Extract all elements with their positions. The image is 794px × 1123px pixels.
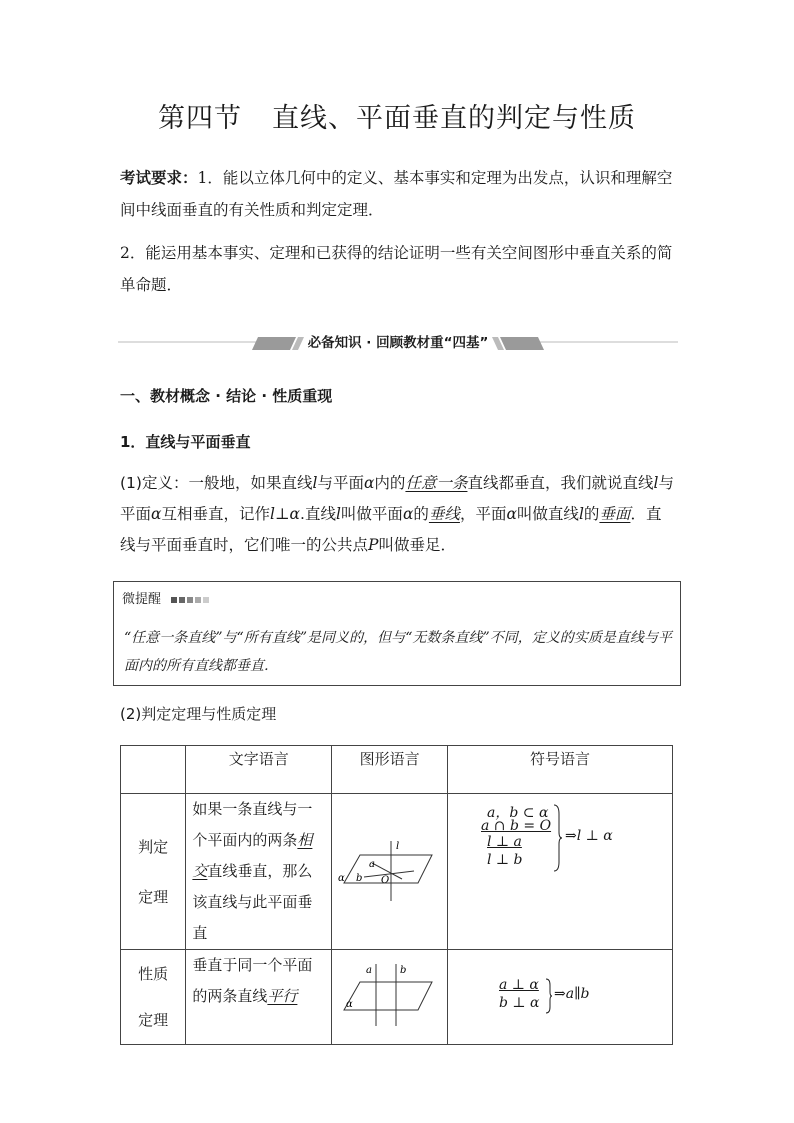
brace-icon — [553, 804, 563, 872]
symbol-line: l ⊥ b — [487, 852, 523, 868]
cell-text: 直线垂直，那么该直线与此平面垂直 — [192, 862, 313, 942]
fig-label-l: l — [395, 840, 399, 852]
fig-label-a: a — [365, 965, 372, 976]
symbol-line: a，b ⊂ α — [487, 805, 549, 821]
requirement-item-2: 2．能运用基本事实、定理和已获得的结论证明一些有关空间图形中垂直关系的简单命题． — [120, 244, 673, 294]
section-banner — [118, 328, 678, 356]
fig-label-a: a — [368, 858, 375, 870]
underlined-term: 平行 — [267, 987, 298, 1005]
table-header-cell: 文字语言 — [186, 746, 332, 794]
def-text: 叫做平面 — [340, 505, 403, 523]
tip-box — [113, 581, 681, 686]
symbol-line: a ∩ b = O — [481, 818, 552, 834]
underlined-term: 垂面 — [599, 505, 631, 523]
symbol-cell — [448, 950, 673, 1045]
var-P: P — [368, 536, 379, 554]
tip-body: “任意一条直线”与“所有直线”是同义的，但与“无数条直线”不同，定义的实质是直线与平面内的所有直线都垂直． — [124, 630, 672, 674]
tip-square-icon — [195, 597, 201, 603]
def-text: 内的 — [374, 474, 406, 492]
row-label — [121, 950, 186, 1045]
exam-requirements-2 — [120, 237, 676, 301]
def-text: 互相垂直，记作 — [161, 505, 270, 523]
def-text: 叫做直线 — [516, 505, 579, 523]
subsection-heading-2: (2)判定定理与性质定理 — [120, 705, 277, 723]
var-alpha: α — [151, 505, 162, 523]
row-label — [121, 794, 186, 950]
brace-icon — [545, 978, 553, 1014]
requirements-label: 考试要求： — [120, 169, 198, 187]
underlined-term: 垂线 — [428, 505, 460, 523]
underlined-term: 相交 — [192, 831, 313, 880]
var-alpha: α — [363, 474, 375, 492]
var-l: l — [312, 474, 318, 492]
tip-square-icon — [171, 597, 177, 603]
var-alpha: α — [402, 505, 414, 523]
section-number: 第四节 — [158, 103, 242, 134]
subsection-heading-1: 1．直线与平面垂直 — [120, 433, 251, 451]
table-header-cell: 图形语言 — [332, 746, 448, 794]
symbol-line: b ⊥ α — [499, 995, 540, 1011]
symbol-line: a ⊥ α — [499, 977, 539, 993]
perp-notation: l⊥α — [270, 505, 301, 523]
def-text: 与平面 — [317, 474, 364, 492]
def-text: 叫做垂足． — [378, 536, 456, 554]
def-text: 直线都垂直，我们就说直线 — [467, 474, 654, 492]
table-row — [121, 794, 673, 950]
symbol-expression — [499, 977, 649, 1017]
fig-label-alpha: α — [345, 999, 353, 1010]
fig-label-b: b — [355, 872, 362, 884]
figure-cell — [332, 794, 448, 950]
def-text: 的 — [413, 505, 429, 523]
figure-cell — [332, 950, 448, 1045]
row-label-line: 判定 — [138, 837, 169, 856]
def-text: (1)定义：一般地，如果直线 — [120, 474, 313, 492]
definition-paragraph — [120, 468, 676, 561]
exam-requirements-1 — [120, 162, 676, 226]
tip-square-icon — [179, 597, 185, 603]
banner-text: 必备知识 · 回顾教材重“四基” — [307, 335, 489, 351]
table-row — [121, 950, 673, 1045]
parallel-lines-figure — [336, 960, 444, 1030]
page-title — [0, 96, 794, 135]
theorem-table — [120, 745, 673, 1045]
symbol-cell — [448, 794, 673, 950]
section-title: 直线、平面垂直的判定与性质 — [272, 103, 636, 134]
row-label-line: 性质 — [138, 965, 169, 983]
text-language-cell — [186, 950, 332, 1045]
var-l: l — [335, 505, 341, 523]
symbol-result: ⇒a∥b — [554, 986, 590, 1002]
var-alpha: α — [506, 505, 517, 523]
table-header-cell — [121, 746, 186, 794]
symbol-expression — [481, 802, 671, 874]
def-text: .直线 — [300, 505, 336, 523]
table-header-row — [121, 746, 673, 794]
section-heading-1: 一、教材概念 · 结论 · 性质重现 — [120, 387, 333, 405]
fig-label-alpha: α — [337, 872, 345, 884]
table-header-cell: 符号语言 — [448, 746, 673, 794]
tip-label: 微提醒 — [122, 592, 162, 607]
row-label-line: 定理 — [138, 1011, 169, 1029]
perpendicular-plane-figure — [336, 835, 444, 905]
fig-label-O: O — [380, 874, 389, 886]
var-l: l — [653, 474, 659, 492]
tip-header — [122, 588, 209, 607]
tip-square-icon — [187, 597, 193, 603]
fig-label-b: b — [399, 965, 406, 976]
underlined-term: 任意一条 — [405, 474, 468, 492]
var-l: l — [578, 505, 584, 523]
requirement-item-1: 1．能以立体几何中的定义、基本事实和定理为出发点，认识和理解空间中线面垂直的有关性质和判定定理． — [120, 169, 673, 219]
text-language-cell — [186, 794, 332, 950]
row-label-line: 定理 — [138, 887, 169, 906]
tip-square-icon — [203, 597, 209, 603]
cell-text: 垂直于同一个平面的两条直线 — [192, 956, 313, 1005]
cell-text: 如果一条直线与一个平面内的两条 — [192, 800, 313, 849]
def-text: ．直线与平面垂直时，它们唯一的公共点 — [120, 505, 662, 554]
symbol-line: l ⊥ a — [487, 834, 522, 850]
def-text: 的 — [583, 505, 600, 523]
def-text: 与平面 — [120, 474, 674, 523]
symbol-result: ⇒l ⊥ α — [565, 828, 613, 844]
def-text: ，平面 — [459, 505, 507, 523]
